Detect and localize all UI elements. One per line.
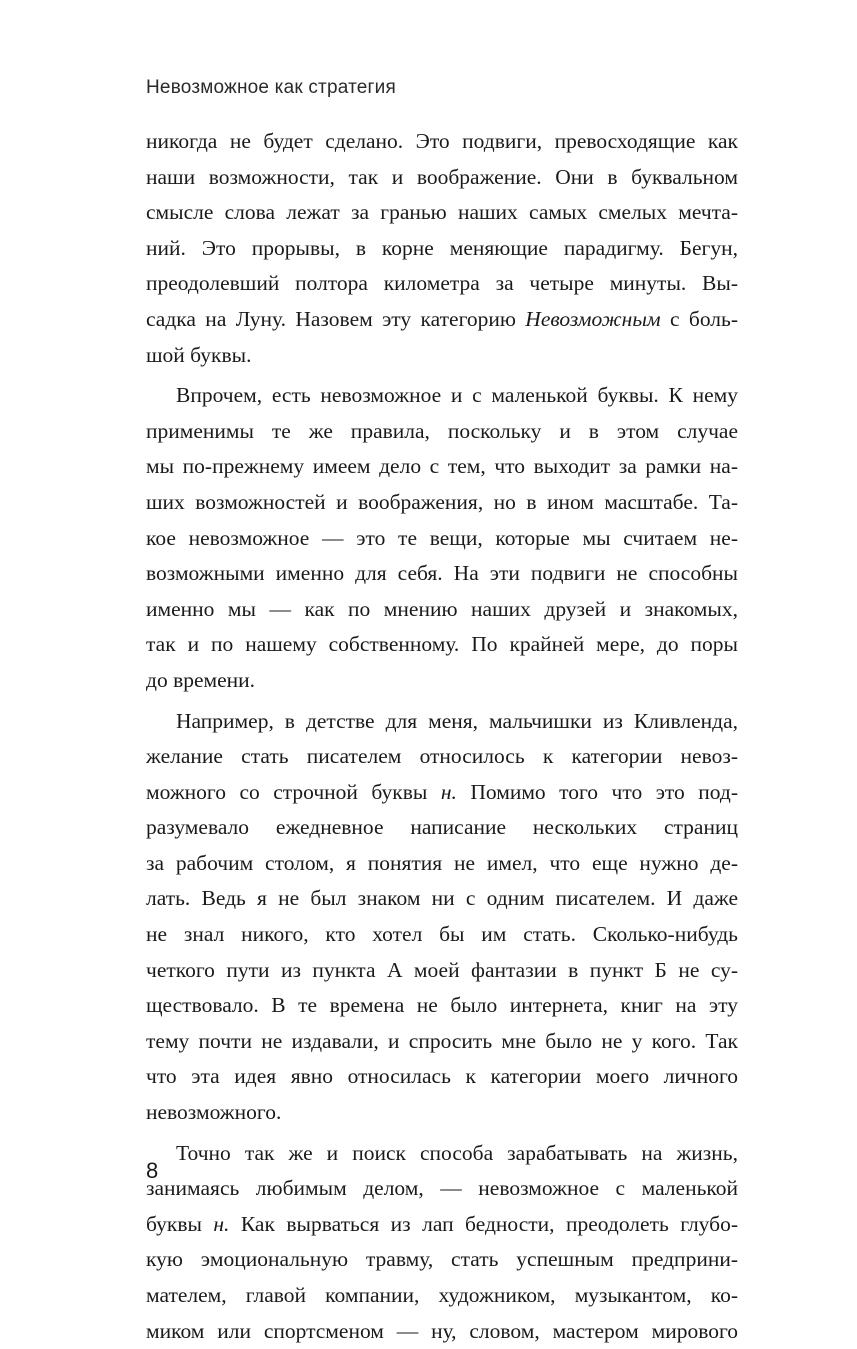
text-line: что эта идея явно относилась к категории моего личного	[146, 1064, 738, 1089]
text-span: Помимо того что это под-	[456, 779, 738, 804]
text-line: ществовало. В те времена не было интернета, книг на эту	[146, 993, 738, 1018]
italic-letter: н.	[213, 1211, 230, 1236]
text-line: ших возможностей и воображения, но в ином масштабе. Та-	[146, 489, 738, 514]
text-line: мателем, главой компании, художником, музыкантом, ко-	[146, 1283, 738, 1307]
text-line: возможными именно для себя. На эти подвиги не способны	[146, 561, 738, 586]
text-line: так и по нашему собственному. По крайней мере, до поры	[146, 632, 738, 657]
text-span: с боль-	[660, 306, 738, 331]
page-number: 8	[146, 1158, 159, 1183]
text-line: за рабочим столом, я понятия не имел, что еще нужно де-	[146, 850, 738, 875]
text-line	[146, 1207, 738, 1243]
text-line: наши возможности, так и воображение. Они в буквальном	[146, 164, 738, 189]
text-line: Впрочем, есть невозможное и с маленькой буквы. К нему	[176, 383, 738, 408]
text-line: никогда не будет сделано. Это подвиги, превосходящие как	[146, 129, 738, 153]
text-line	[146, 302, 738, 338]
text-line: не знал никого, кто хотел бы им стать. Сколько-нибудь	[146, 922, 738, 947]
text-line: применимы те же правила, поскольку и в этом случае	[146, 418, 738, 443]
text-line: именно мы — как по мнению наших друзей и знакомых,	[146, 596, 738, 621]
text-line: мы по-прежнему имеем дело с тем, что выходит за рамки на-	[146, 454, 738, 479]
paragraph	[146, 378, 738, 698]
text-line: кую эмоциональную травму, стать успешным предприни-	[146, 1247, 738, 1272]
text-line: ний. Это прорывы, в корне меняющие парадигму. Бегун,	[146, 235, 738, 260]
text-line: разумевало ежедневное написание нескольких страниц	[146, 815, 738, 840]
text-span: буквы	[146, 1211, 214, 1236]
italic-letter: н.	[440, 779, 457, 804]
text-line: Точно так же и поиск способа зарабатывать на жизнь,	[176, 1140, 738, 1165]
text-line	[146, 775, 738, 811]
text-line: тему почти не издавали, и спросить мне было не у кого. Так	[146, 1028, 738, 1053]
text-line: желание стать писателем относилось к категории невоз-	[146, 744, 738, 769]
text-span: садка на Луну. Назовем эту категорию	[146, 306, 526, 331]
paragraph	[146, 124, 738, 373]
text-line: преодолевший полтора километра за четыре минуты. Вы-	[146, 271, 738, 296]
text-line: миком или спортсменом — ну, словом, мастером мирового	[146, 1318, 738, 1343]
text-line: до времени.	[146, 667, 256, 692]
text-line: невозможного.	[146, 1100, 282, 1125]
text-line: шой буквы.	[146, 342, 252, 367]
running-head: Невозможное как стратегия	[146, 77, 396, 98]
text-line: смысле слова лежат за гранью наших самых смелых мечта-	[146, 200, 738, 225]
text-line: четкого пути из пункта А моей фантазии в пункт Б не су-	[146, 957, 738, 982]
text-line: кое невозможное — это те вещи, которые мы считаем не-	[146, 525, 738, 550]
text-span: можного со строчной буквы	[146, 779, 441, 804]
text-span: Как вырваться из лап бедности, преодолеть глубо-	[229, 1211, 738, 1236]
text-line: занимаясь любимым делом, — невозможное с маленькой	[146, 1176, 738, 1201]
text-line: лать. Ведь я не был знаком ни с одним писателем. И даже	[146, 886, 738, 911]
paragraph	[146, 1136, 738, 1349]
italic-term: Невозможным	[525, 306, 661, 331]
body-text	[146, 124, 738, 1349]
text-line: Например, в детстве для меня, мальчишки из Кливленда,	[176, 708, 738, 733]
paragraph	[146, 704, 738, 1131]
